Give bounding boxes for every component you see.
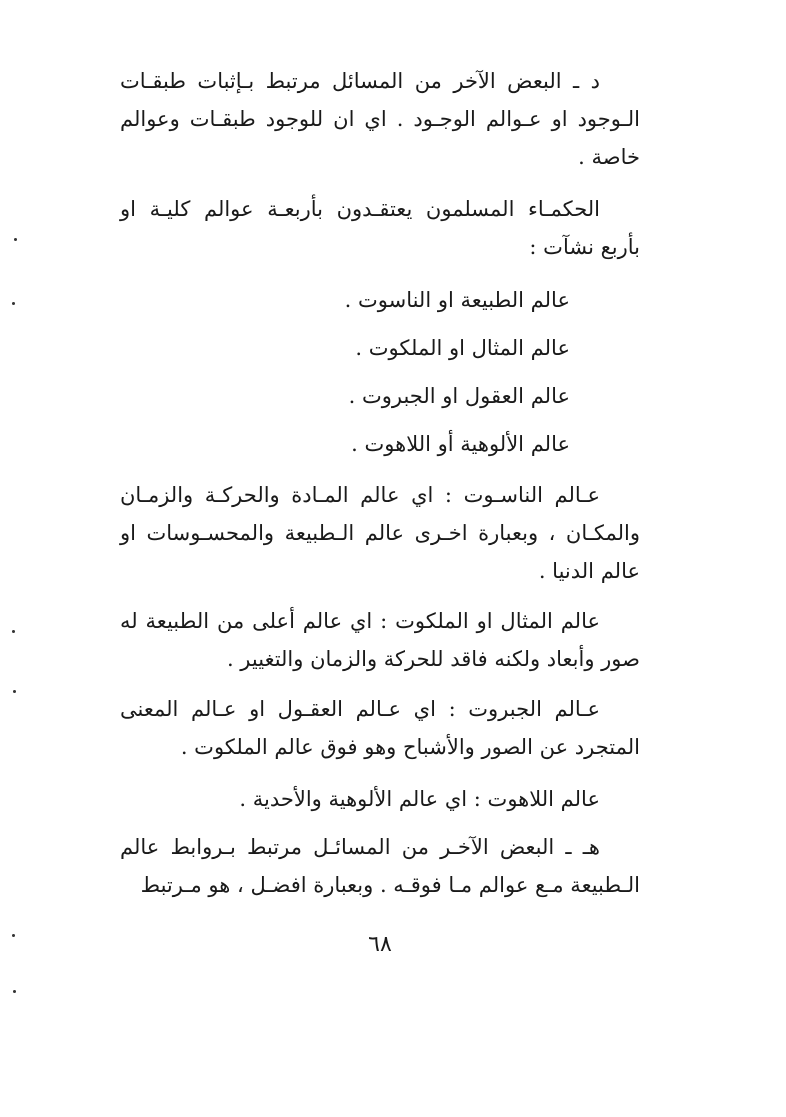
paragraph-lahut: عالم اللاهوت : اي عالم الألوهية والأحدية .: [239, 787, 600, 811]
list-item: عالم الطبيعة او الناسوت .: [344, 288, 570, 312]
page-body-7: [120, 828, 640, 904]
page-body-4: [120, 602, 640, 678]
paragraph-jabarut: عـالم الجبروت : اي عـالم العقـول او عـالم المعنى المتجرد عن الصور والأشباح وهو فوق عالم الملكوت .: [120, 697, 640, 759]
page-number: ٦٨: [368, 932, 392, 957]
worlds-list: [120, 276, 640, 468]
list-item: عالم العقول او الجبروت .: [348, 384, 570, 408]
page-body-5: [120, 690, 640, 766]
scan-speck: [12, 302, 15, 305]
list-item: عالم الألوهية أو اللاهوت .: [351, 432, 570, 456]
paragraph-d-existence-levels: د ـ البعض الآخر من المسائل مرتبط بـإثبات طبقـات الـوجود او عـوالم الوجـود . اي ان للوجود طبقـات وعوالم خاصة .: [120, 69, 640, 169]
paragraph-malakut: عالم المثال او الملكوت : اي عالم أعلى من الطبيعة له صور وأبعاد ولكنه فاقد للحركة والزمان والتغيير .: [120, 609, 640, 671]
paragraph-nasut: عـالم الناسـوت : اي عالم المـادة والحركـة والزمـان والمكـان ، وبعبارة اخـرى عالم الـطبيعة والمحسـوسات او عالم الدنيا .: [120, 483, 640, 583]
page-body-6: [120, 780, 640, 818]
paragraph-four-worlds-intro: الحكمـاء المسلمون يعتقـدون بأربعـة عوالم كليـة او بأربع نشآت :: [120, 197, 640, 259]
scan-speck: [12, 630, 15, 633]
page-body: [120, 62, 640, 176]
scan-speck: [13, 690, 16, 693]
paragraph-h-relations: هـ ـ البعض الآخـر من المسائـل مرتبط بـروابط عالم الـطبيعة مـع عوالم مـا فوقـه . وبعبارة افضـل ، هو مـرتبط: [120, 835, 640, 897]
list-item: عالم المثال او الملكوت .: [355, 336, 570, 360]
page-body-3: [120, 476, 640, 590]
scan-speck: [13, 990, 16, 993]
page-body-2: [120, 190, 640, 266]
scan-speck: [14, 238, 17, 241]
scan-speck: [12, 934, 15, 937]
